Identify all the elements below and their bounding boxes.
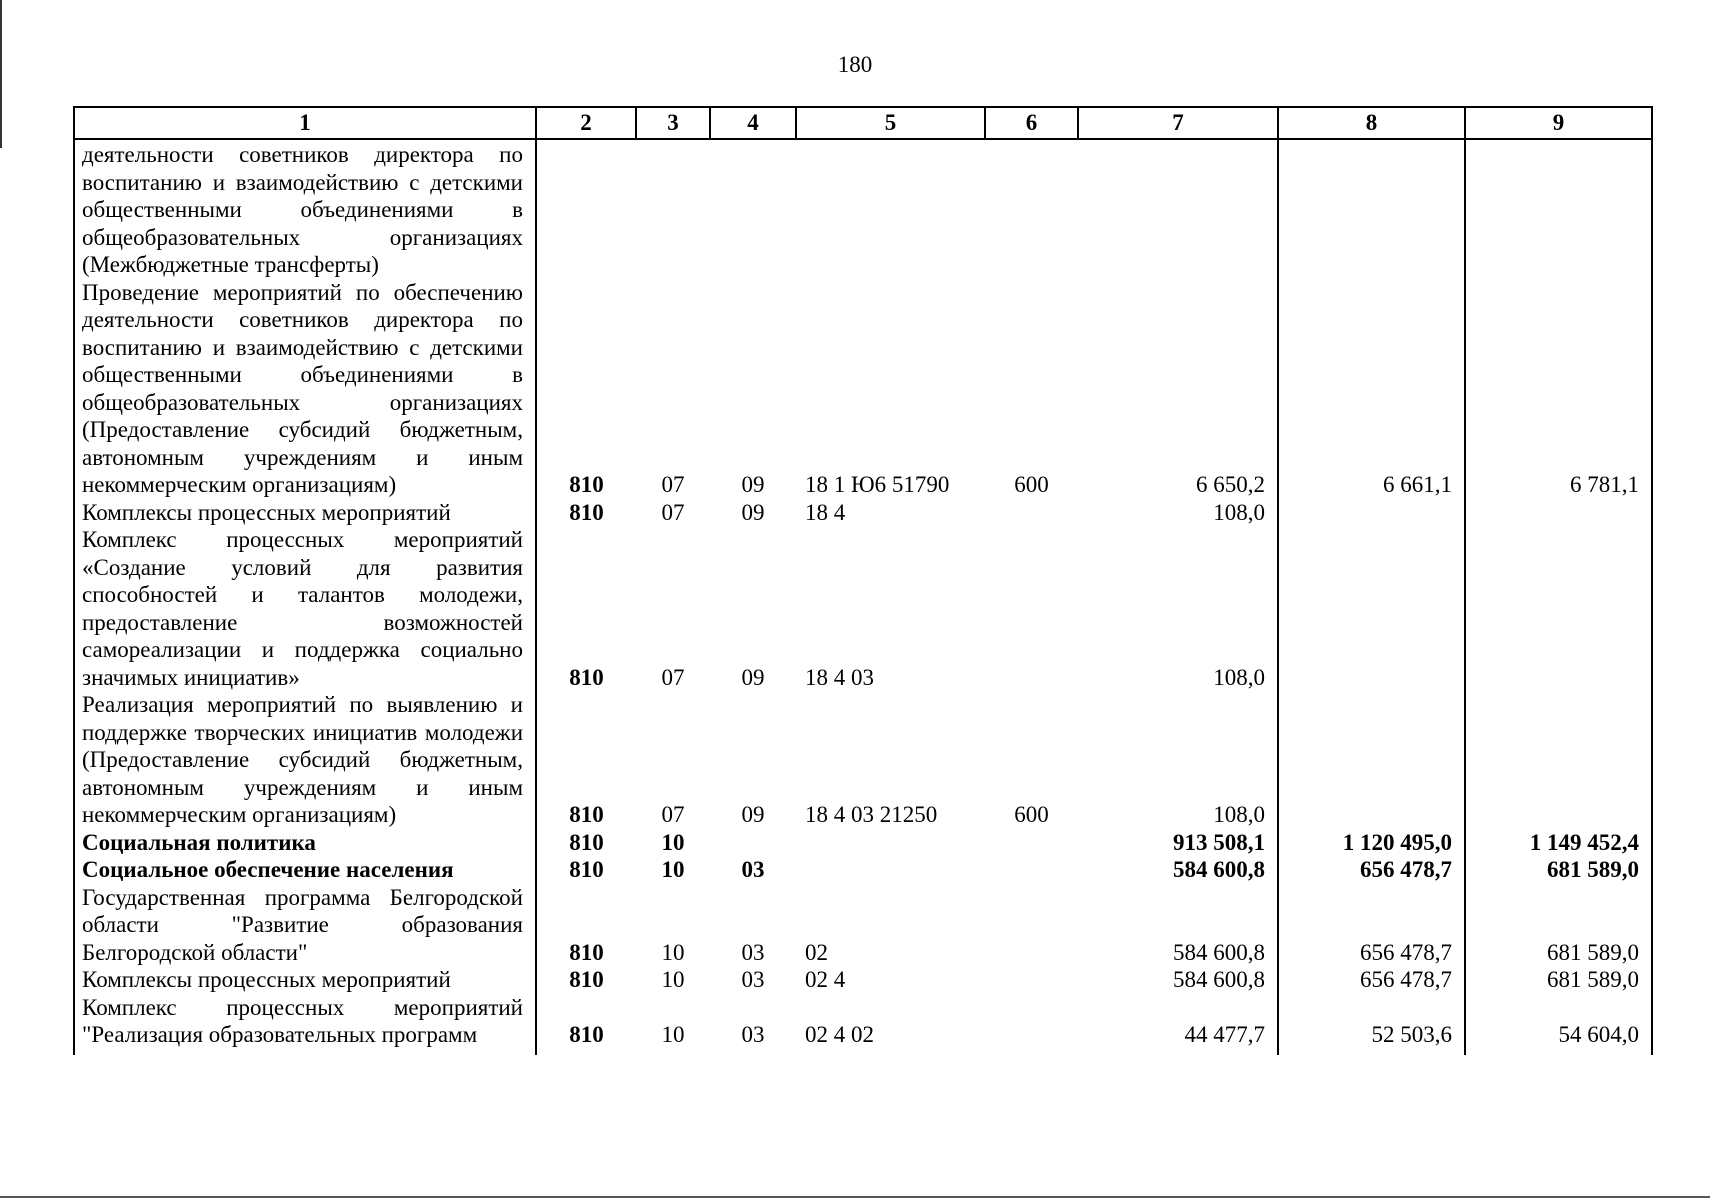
row-col-7: 108,0	[1078, 499, 1278, 527]
row-col-4: 09	[741, 499, 765, 525]
row-col-7: 44 477,7	[1078, 994, 1278, 1055]
row-col-2: 810	[569, 857, 604, 882]
row-col-7: 913 508,1	[1078, 829, 1278, 857]
row-col-9: 681 589,0	[1465, 856, 1652, 884]
header-col-4: 4	[710, 107, 796, 139]
table-row	[74, 856, 1652, 884]
table-header-row	[74, 107, 1652, 139]
row-col-8: 1 120 495,0	[1278, 829, 1465, 857]
row-col-7: 584 600,8	[1078, 856, 1278, 884]
row-col-8	[1278, 691, 1465, 829]
row-col-2: 810	[569, 939, 604, 965]
row-col-6	[985, 829, 1078, 857]
row-col-5: 02 4 02	[805, 1022, 874, 1047]
row-col-4: 03	[741, 967, 765, 992]
row-col-2: 810	[569, 829, 604, 855]
row-col-7: 584 600,8	[1078, 884, 1278, 967]
header-col-5: 5	[796, 107, 985, 139]
row-col-5: 02 4	[805, 967, 846, 992]
row-col-6: 600	[1014, 472, 1049, 497]
row-col-9: 6 781,1	[1465, 279, 1652, 499]
row-name: Государственная программа Белгородской области "Развитие образования Белгородской области"	[74, 884, 536, 967]
row-col-2	[536, 139, 636, 279]
row-name: Проведение мероприятий по обеспечению деятельности советников директора по воспитанию и взаимодействию с детскими общественными объединениями в общеобразовательных организациях (Предоставление субсидий бюджетным, автономным учреждениям и иным некоммерческим организациям)	[74, 279, 536, 499]
row-col-7: 108,0	[1078, 691, 1278, 829]
row-col-7: 6 650,2	[1078, 279, 1278, 499]
row-col-5: 18 4	[805, 499, 846, 525]
table-row	[74, 691, 1652, 829]
row-col-7: 584 600,8	[1078, 966, 1278, 994]
header-col-9: 9	[1465, 107, 1652, 139]
row-name: Комплексы процессных мероприятий	[74, 966, 536, 994]
row-col-7	[1078, 139, 1278, 279]
header-col-2: 2	[536, 107, 636, 139]
row-col-4	[710, 829, 796, 857]
row-name: Комплексы процессных мероприятий	[74, 499, 536, 527]
row-col-6: 600	[1014, 802, 1049, 827]
row-col-2: 810	[569, 499, 604, 525]
row-col-3: 07	[661, 664, 685, 690]
table-row	[74, 526, 1652, 691]
row-col-9: 681 589,0	[1465, 966, 1652, 994]
table-row	[74, 279, 1652, 499]
row-col-3: 10	[661, 829, 685, 855]
header-col-3: 3	[636, 107, 710, 139]
row-col-5: 18 4 03 21250	[805, 802, 938, 827]
row-col-8: 52 503,6	[1278, 994, 1465, 1055]
row-col-9	[1465, 526, 1652, 691]
header-col-6: 6	[985, 107, 1078, 139]
row-col-9	[1465, 691, 1652, 829]
row-col-2: 810	[569, 967, 604, 992]
row-col-3: 07	[661, 472, 685, 497]
row-col-6	[985, 526, 1078, 691]
row-col-8: 656 478,7	[1278, 884, 1465, 967]
row-name: Социальное обеспечение населения	[74, 856, 536, 884]
row-col-6	[985, 499, 1078, 527]
row-col-5: 18 4 03	[805, 664, 874, 690]
row-col-4: 03	[741, 1022, 765, 1047]
row-col-4: 03	[741, 857, 765, 882]
row-col-8: 656 478,7	[1278, 856, 1465, 884]
row-col-2: 810	[569, 472, 604, 497]
row-name: Комплекс процессных мероприятий "Реализация образовательных программ	[74, 994, 536, 1055]
row-col-6	[985, 966, 1078, 994]
row-col-9: 54 604,0	[1465, 994, 1652, 1055]
page-number: 180	[837, 52, 873, 77]
row-col-3	[636, 139, 710, 279]
row-col-5	[796, 139, 985, 279]
row-col-3: 10	[661, 967, 685, 992]
row-name: Комплекс процессных мероприятий «Создание условий для развития способностей и талантов молодежи, предоставление возможностей самореализации и поддержка социально значимых инициатив»	[74, 526, 536, 691]
row-col-5: 02	[805, 939, 828, 965]
row-col-8	[1278, 526, 1465, 691]
table-row	[74, 994, 1652, 1055]
row-col-3: 10	[661, 857, 685, 882]
row-col-9	[1465, 139, 1652, 279]
header-col-7: 7	[1078, 107, 1278, 139]
row-name: Социальная политика	[74, 829, 536, 857]
table-row	[74, 884, 1652, 967]
row-col-2: 810	[569, 802, 604, 827]
row-col-3: 10	[661, 1022, 685, 1047]
row-col-6	[985, 856, 1078, 884]
row-col-4: 09	[741, 472, 765, 497]
table-row	[74, 139, 1652, 279]
row-col-2: 810	[569, 1022, 604, 1047]
row-name: деятельности советников директора по воспитанию и взаимодействию с детскими общественными объединениями в общеобразовательных организациях (Межбюджетные трансферты)	[74, 139, 536, 279]
budget-table	[73, 106, 1653, 1055]
row-col-8	[1278, 499, 1465, 527]
row-col-4: 03	[741, 939, 765, 965]
header-col-1: 1	[74, 107, 536, 139]
row-col-3: 07	[661, 499, 685, 525]
row-col-8: 656 478,7	[1278, 966, 1465, 994]
table-row	[74, 829, 1652, 857]
row-col-4	[710, 139, 796, 279]
row-col-4: 09	[741, 664, 765, 690]
row-col-5	[796, 829, 985, 857]
row-col-8: 6 661,1	[1278, 279, 1465, 499]
table-body	[74, 139, 1652, 1055]
row-col-2: 810	[569, 664, 604, 690]
row-col-9: 1 149 452,4	[1465, 829, 1652, 857]
table-row	[74, 499, 1652, 527]
row-col-6	[985, 139, 1078, 279]
row-col-6	[985, 994, 1078, 1055]
row-col-6	[985, 884, 1078, 967]
row-col-3: 07	[661, 802, 685, 827]
row-col-9: 681 589,0	[1465, 884, 1652, 967]
row-col-4: 09	[741, 802, 765, 827]
row-col-5	[796, 856, 985, 884]
row-col-5: 18 1 Ю6 51790	[805, 472, 950, 497]
table-row	[74, 966, 1652, 994]
header-col-8: 8	[1278, 107, 1465, 139]
row-name: Реализация мероприятий по выявлению и поддержке творческих инициатив молодежи (Предоставление субсидий бюджетным, автономным учреждениям и иным некоммерческим организациям)	[74, 691, 536, 829]
row-col-8	[1278, 139, 1465, 279]
scan-bottom-edge	[0, 1196, 1710, 1198]
row-col-9	[1465, 499, 1652, 527]
row-col-7: 108,0	[1078, 526, 1278, 691]
row-col-3: 10	[661, 939, 685, 965]
